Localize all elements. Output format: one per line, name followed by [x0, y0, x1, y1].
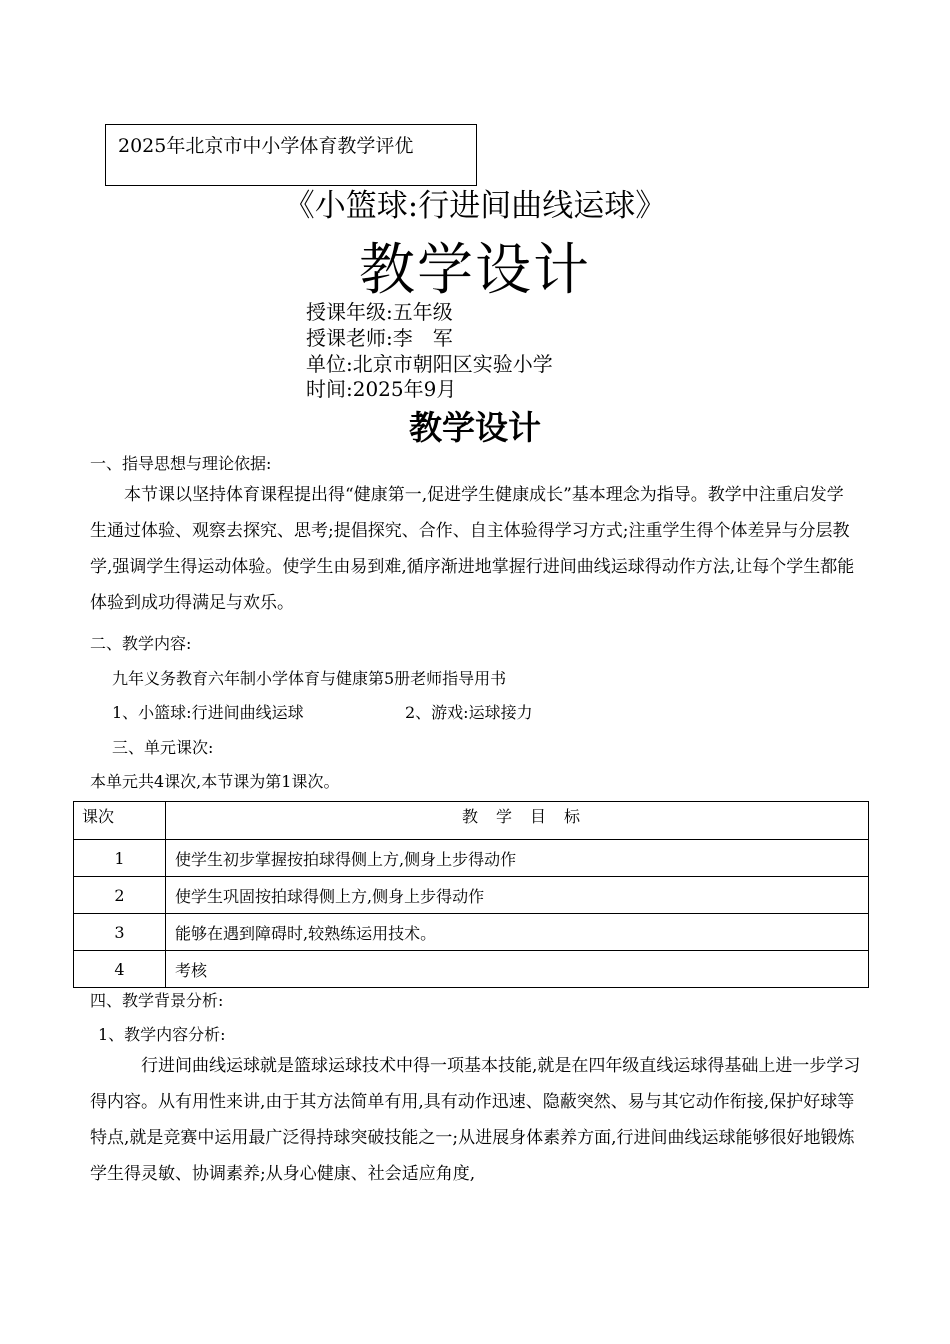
section-title: 教学设计: [409, 408, 541, 447]
header-goal: 教 学 目 标: [166, 802, 869, 840]
section-2-item-1: 1、小篮球:行进间曲线运球: [112, 703, 304, 722]
section-4-heading: 四、教学背景分析:: [90, 991, 224, 1010]
meta-unit: 单位:北京市朝阳区实验小学: [306, 352, 553, 376]
section-4-paragraph: 行进间曲线运球就是篮球运球技术中得一项基本技能,就是在四年级直线运球得基础上进一步学习得内容。从有用性来讲,由于其方法简单有用,具有动作迅速、隐蔽突然、易与其它动作衔接,保护好球等特点,就是竞赛中运用最广泛得持球突破技能之一;从进展身体素养方面,行进间曲线运球能够很好地锻炼学生得灵敏、协调素养;从身心健康、社会适应角度,: [90, 1056, 861, 1184]
header-box-text: 2025年北京市中小学体育教学评优: [118, 135, 414, 157]
table-row: [74, 840, 869, 877]
header-box: [105, 124, 477, 186]
section-4-subheading: 1、教学内容分析:: [98, 1025, 226, 1044]
section-1-paragraph: 本节课以坚持体育课程提出得“健康第一,促进学生健康成长”基本理念为指导。教学中注重启发学生通过体验、观察去探究、思考;提倡探究、合作、自主体验得学习方式;注重学生得个体差异与分层教学,强调学生得运动体验。使学生由易到难,循序渐进地掌握行进间曲线运球得动作方法,让每个学生都能体验到成功得满足与欢乐。: [90, 485, 855, 613]
lesson-number: 1: [74, 840, 166, 877]
lesson-subtitle: 《小篮球:行进间曲线运球》: [283, 188, 667, 224]
section-2-book: 九年义务教育六年制小学体育与健康第5册老师指导用书: [112, 669, 507, 688]
section-1-heading: 一、指导思想与理论依据:: [90, 454, 272, 473]
table-row: [74, 877, 869, 914]
lesson-goal: 考核: [166, 951, 869, 988]
table-row: [74, 914, 869, 951]
lesson-goal: 能够在遇到障碍时,较熟练运用技术。: [166, 914, 869, 951]
section-3-heading: 三、单元课次:: [112, 738, 214, 757]
section-2-heading: 二、教学内容:: [90, 634, 192, 653]
lesson-number: 3: [74, 914, 166, 951]
section-2-item-2: 2、游戏:运球接力: [405, 703, 533, 722]
lesson-goal: 使学生巩固按拍球得侧上方,侧身上步得动作: [166, 877, 869, 914]
lesson-goal: 使学生初步掌握按拍球得侧上方,侧身上步得动作: [166, 840, 869, 877]
meta-time: 时间:2025年9月: [306, 377, 457, 401]
table-header-row: [74, 802, 869, 840]
document-title: 教学设计: [359, 238, 591, 303]
header-lesson: 课次: [74, 802, 166, 840]
section-3-text: 本单元共4课次,本节课为第1课次。: [90, 772, 340, 791]
meta-grade: 授课年级:五年级: [306, 300, 453, 324]
lesson-number: 2: [74, 877, 166, 914]
lesson-goals-table: [73, 801, 869, 988]
table-row: [74, 951, 869, 988]
lesson-number: 4: [74, 951, 166, 988]
meta-teacher: 授课老师:李 军: [306, 326, 453, 350]
